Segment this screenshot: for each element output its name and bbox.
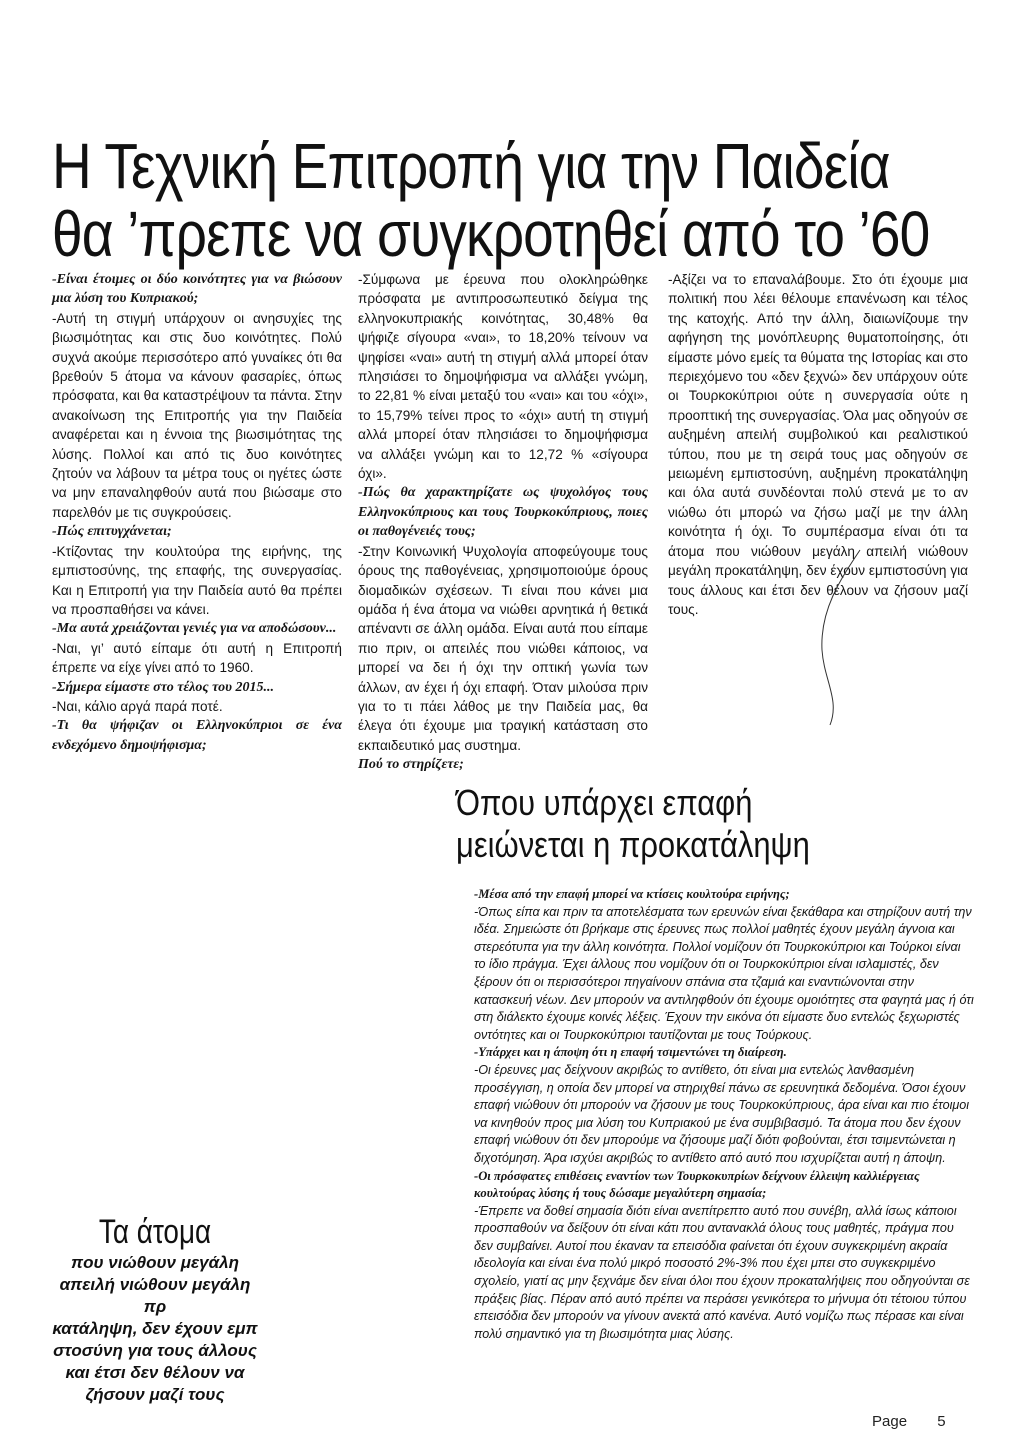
headline	[52, 130, 930, 270]
column-2	[358, 270, 648, 775]
column-1	[52, 270, 342, 755]
pull-quote-line: κατάληψη, δεν έχουν εμπ	[52, 1319, 258, 1338]
subheading-line-2: μειώνεται η προκατάληψη	[456, 824, 810, 865]
headline-line-1: Η Τεχνική Επιτροπή για την Παιδεία	[52, 130, 890, 202]
subheading-line-1: Όπου υπάρχει επαφή	[456, 782, 753, 823]
question: -Είναι έτοιμες οι δύο κοινότητες για να βιώσουν μια λύση του Κυπριακού;	[52, 272, 342, 307]
pull-quote-title: Τα άτομα	[98, 1213, 212, 1251]
pull-quote-line: που νιώθουν μεγάλη	[71, 1253, 239, 1272]
question: -Σήμερα είμαστε στο τέλος του 2015...	[52, 679, 275, 695]
page-number: 5	[937, 1413, 946, 1430]
decorative-scribble	[760, 540, 870, 730]
answer: -Ναι, κάλιο αργά παρά ποτέ.	[52, 698, 223, 714]
pull-quote-line: και έτσι δεν θέλουν να	[65, 1363, 245, 1382]
question: -Μέσα από την επαφή μπορεί να κτίσεις κουλτούρα ειρήνης;	[474, 887, 790, 901]
answer: -Όπως είπα και πριν τα αποτελέσματα των ερευνών είναι ξεκάθαρα και στηρίζουν αυτή την ιδέα. Σημειώστε ότι βρήκαμε στις έρευνες πως πολλοί μαθητές έχουν μεγάλη άγνοια και στερεότυπα για την άλλη κοινότητα. Πολλοί νομίζουν ότι Τουρκοκύπριοι και Τούρκοι είναι το ίδιο πράγμα. Έχει άλλους που νομίζουν ότι οι Τουρκοκύπριοι είναι ισλαμιστές, δεν ξέρουν ότι οι περισσότεροι πηγαίνουν σπάνια στα τζαμιά και εναντιώνονται στην κατασκευή νέων. Δεν μπορούν να αντιληφθούν ότι έχουμε ομοιότητες στα φαγητά μας ή ότι στη διάλεκτο έχουμε κοινές λέξεις. Έχουν την εικόνα ότι είμαστε δυο εντελώς ξεχωριστές οντότητες και οι Τουρκοκύπριοι ταυτίζονται με τους Τούρκους.	[474, 904, 974, 1042]
section-subheading	[456, 782, 903, 866]
answer: -Ναι, γι’ αυτό είπαμε ότι αυτή η Επιτροπή έπρεπε να είχε γίνει από το 1960.	[52, 640, 342, 676]
answer: -Στην Κοινωνική Ψυχολογία αποφεύγουμε τους όρους της παθογένειας, χρησιμοποιούμε όρους διομαδικών σχέσεων. Τι είναι που κάνει μια ομάδα ή ένα άτομα να νιώθει αρνητικά ή θετικά απέναντι σε άλλη ομάδα. Είναι αυτά που είπαμε πιο πριν, οι απειλές που νιώθει κάποιος, να μπορεί να δει ή όχι την οπτική γωνία των άλλων, αν έχει ή όχι επαφή. Όταν μιλούσα πριν για το τι πάει λάθος με την Παιδεία μας, θα έλεγα ότι έχουμε μια τραγική κατάσταση στο εκπαιδευτικό μας συστημα.	[358, 543, 648, 753]
answer: -Οι έρευνες μας δείχνουν ακριβώς το αντίθετο, ότι είναι μια εντελώς λανθασμένη προσέγγιση, η οποία δεν μπορεί να στηριχθεί πάνω σε ερευνητικά δεδομένα. Όσοι έχουν επαφή νιώθουν ότι μπορούν να ζήσουν με τους Τουρκοκύπριους, άρα είναι και πιο έτοιμοι να κινηθούν προς μια λύση του Κυπριακού με ένα συμβιβασμό. Τα άτομα που δεν έχουν επαφή νιώθουν ότι δεν μπορούμε να ζήσουμε μαζί διότι φοβούνται, έτσι τσιμεντώνεται η διχοτόμηση. Άρα ισχύει ακριβώς το αντίθετο από αυτό που ισχυρίζεται αυτή η άποψη.	[474, 1062, 970, 1165]
pull-quote-line: ζήσουν μαζί τους	[85, 1385, 225, 1404]
question: -Υπάρχει και η άποψη ότι η επαφή τσιμεντώνει τη διαίρεση.	[474, 1045, 787, 1060]
answer: -Αξίζει να το επαναλάβουμε. Στο ότι έχουμε μια πολιτική που λέει θέλουμε επανένωση και τέλος της κατοχής. Από την άλλη, διαιωνίζουμε την αφήγηση της μονόπλευρης θυματοποίησης, ότι είμαστε μόνο εμείς τα θύματα της Ιστορίας και στο περιεχόμενο του «δεν ξεχνώ» δεν υπάρχουν ούτε οι Τουρκοκύπριοι ούτε η συνεργασία ούτε η προοπτική της συνεργασίας. Όλα μας οδηγούν σε αυξημένη απειλή συμβολικού και ρεαλιστικού τύπου, που με τη σειρά τους μας οδηγούν σε μειωμένη εμπιστοσύνη, αυξημένη προκατάληψη και όλα αυτά συνδέονται πολύ στενά με το αν νιώθω ότι μπορώ να ζήσω μαζί με την άλλη κοινότητα ή όχι. Το συμπέρασμα είναι ότι τα άτομα που νιώθουν μεγάλη απειλή νιώθουν μεγάλη προκατάληψη, δεν έχουν εμπιστοσύνη για τους άλλους και έτσι δεν θέλουν να ζήσουν μαζί τους.	[668, 272, 968, 617]
question: -Πώς επιτυγχάνεται;	[52, 524, 172, 540]
answer: -Έπρεπε να δοθεί σημασία διότι είναι ανεπίτρεπτο αυτό που συνέβη, αλλά ίσως κάποιοι προσπαθούν να δείξουν ότι είναι κάτι που αντανακλά όλους τους μαθητές, πράγμα που δεν συμβαίνει. Αυτοί που έκαναν τα επεισόδια φαίνεται ότι έχουν συγκεκριμένη ακραία ιδεολογία και είναι ένα πολύ μικρό ποσοστό 2%-3% που έχει μπει στο συγκεκριμένο σχολείο, γιατί ας μην ξεχνάμε δεν είναι όλοι που έχουν προκαταλήψεις που οδηγούνται σε πράξεις βίας. Πέραν από αυτό πρέπει να περάσει γενικότερα το μήνυμα ότι τέτοιου τύπου επεισόδια δεν μπορούν να γίνουν ανεκτά από κανένα. Αυτό νομίζω πως πέρασε και είναι πολύ σημαντικό για τη βιωσιμότητα μιας λύσης.	[474, 1203, 970, 1341]
answer: -Κτίζοντας την κουλτούρα της ειρήνης, της εμπιστοσύνης, της επαφής, της συνεργασίας. Και η Επιτροπή για την Παιδεία αυτό θα πρέπει να προσπαθήσει να κάνει.	[52, 543, 342, 617]
pull-quote-line: στοσύνη για τους άλλους	[53, 1341, 257, 1360]
question: Πού το στηρίζετε;	[358, 757, 464, 773]
pull-quote-line: απειλή νιώθουν μεγάλη πρ	[59, 1275, 251, 1316]
page-footer	[872, 1413, 946, 1430]
answer: -Αυτή τη στιγμή υπάρχουν οι ανησυχίες της βιωσιμότητας και στις δυο κοινότητες. Πολύ συχνά ακούμε περισσότερο από γυναίκες ότι θα βρεθούν 5 άτομα να κάνουν φασαρίες, όπως πρόσφατα, και θα καταστρέψουν τα πάντα. Στην ανακοίνωση της Επιτροπής για την Παιδεία αναφέρεται και η έννοια της βιωσιμότητας της λύσης. Πολλοί και από τις δυο κοινότητες ζητούν να λάβουν τα μέτρα τους οι ηγέτες ώστε να μην επαναληφθούν αυτά που βιώσαμε στο παρελθόν με τις συγκρούσεις.	[52, 310, 342, 520]
answer: -Σύμφωνα με έρευνα που ολοκληρώθηκε πρόσφατα με αντιπροσωπευτικό δείγμα της ελληνοκυπριακής κοινότητας, 30,48% θα ψήφιζε σίγουρα «ναι», το 18,20% τείνουν να ψηφίσει «ναι» αυτή τη στιγμή αλλά μπορεί όταν πλησιάσει το δημοψήφισμα να αλλάξει γνώμη, το 22,81 % είναι μεταξύ του «ναι» και του «όχι», το 15,79% τείνει προς το «όχι» αυτή τη στιγμή αλλά μπορεί όταν πλησιάσει το δημοψήφισμα να αλλάξει γνώμη και το 12,72 % «σίγουρα όχι».	[358, 272, 648, 482]
pull-quote	[50, 1212, 260, 1406]
headline-line-2: θα ’πρεπε να συγκροτηθεί από το ’60	[52, 198, 930, 270]
interview-block-2	[474, 886, 974, 1343]
question: -Πώς θα χαρακτηρίζατε ως ψυχολόγος τους Ελληνοκύπριους και τους Τουρκοκύπριους, ποιες οι παθογένειές τους;	[358, 485, 648, 540]
question: -Οι πρόσφατες επιθέσεις εναντίον των Τουρκοκυπρίων δείχνουν έλλειψη καλλιέργειας κουλτούρας λύσης ή τους δώσαμε μεγαλύτερη σημασία;	[474, 1168, 920, 1201]
page-label: Page	[872, 1413, 908, 1430]
question: -Τι θα ψήφιζαν οι Ελληνοκύπριοι σε ένα ενδεχόμενο δημοψήφισμα;	[52, 718, 342, 753]
question: -Μα αυτά χρειάζονται γενιές για να αποδώσουν...	[52, 621, 337, 637]
